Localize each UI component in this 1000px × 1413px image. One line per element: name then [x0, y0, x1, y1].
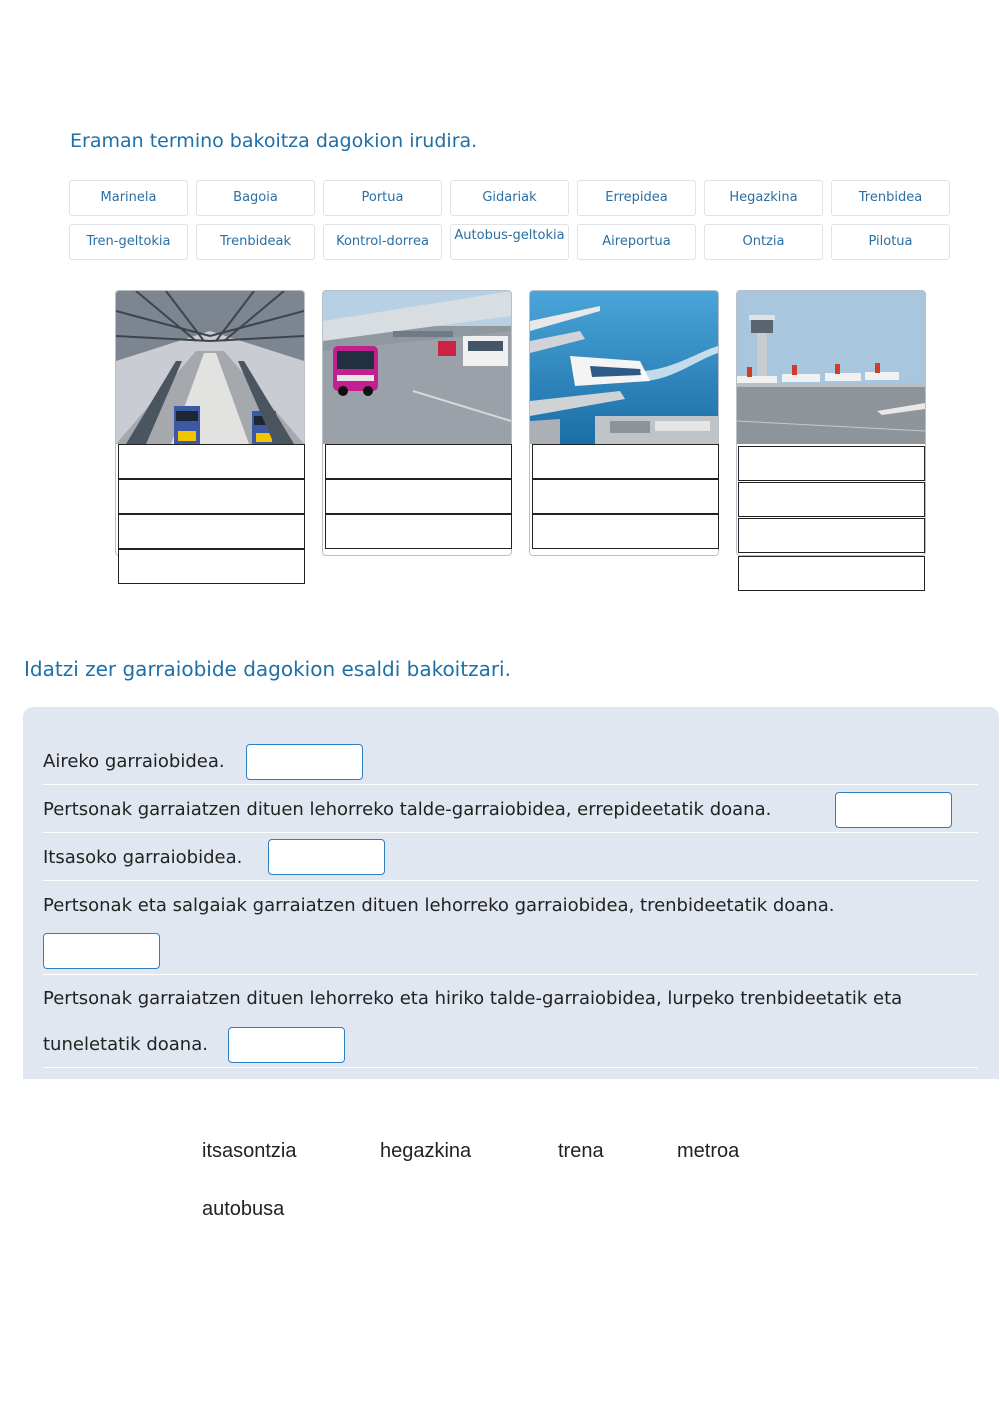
term-portua[interactable]: Portua	[323, 180, 442, 216]
answer-input-1[interactable]	[246, 744, 363, 780]
term-tren-geltokia[interactable]: Tren-geltokia	[69, 224, 188, 260]
image-card-train-station	[115, 290, 305, 556]
sentence-3: Itsasoko garraiobidea.	[43, 847, 243, 868]
word-bank-item: autobusa	[202, 1198, 285, 1220]
term-hegazkina[interactable]: Hegazkina	[704, 180, 823, 216]
drop-slot[interactable]	[738, 446, 925, 481]
drop-slot[interactable]	[325, 479, 512, 514]
term-gidariak[interactable]: Gidariak	[450, 180, 569, 216]
drop-slot[interactable]	[738, 518, 925, 553]
term-bagoia[interactable]: Bagoia	[196, 180, 315, 216]
drop-slot[interactable]	[118, 549, 305, 584]
sentence-4: Pertsonak eta salgaiak garraiatzen dituen lehorreko garraiobidea, trenbideetatik doana.	[43, 895, 835, 916]
answer-input-4[interactable]	[43, 933, 160, 969]
term-trenbidea[interactable]: Trenbidea	[831, 180, 950, 216]
exercise2-title: Idatzi zer garraiobide dagokion esaldi bakoitzari.	[24, 657, 511, 681]
sentence-5: Pertsonak garraiatzen dituen lehorreko eta hiriko talde-garraiobidea, lurpeko trenbideetatik eta	[43, 988, 903, 1009]
drop-slot[interactable]	[118, 444, 305, 479]
bus-station-photo	[323, 291, 511, 444]
sentence-1: Aireko garraiobidea.	[43, 751, 225, 772]
seaport-photo	[530, 291, 718, 444]
drop-slot[interactable]	[532, 514, 719, 549]
divider	[43, 1067, 978, 1068]
term-kontrol-dorrea[interactable]: Kontrol-dorrea	[323, 224, 442, 260]
answer-input-2[interactable]	[835, 792, 952, 828]
term-ontzia[interactable]: Ontzia	[704, 224, 823, 260]
drop-slot[interactable]	[738, 556, 925, 591]
divider	[43, 974, 978, 975]
term-marinela[interactable]: Marinela	[69, 180, 188, 216]
drop-slot[interactable]	[325, 514, 512, 549]
answer-input-3[interactable]	[268, 839, 385, 875]
sentence-5-continued: tuneletatik doana.	[43, 1034, 208, 1055]
drop-slot[interactable]	[118, 479, 305, 514]
image-card-airport	[736, 290, 926, 556]
word-bank-item: itsasontzia	[202, 1140, 297, 1162]
drop-slot[interactable]	[118, 514, 305, 549]
term-trenbideak[interactable]: Trenbideak	[196, 224, 315, 260]
term-pilotua[interactable]: Pilotua	[831, 224, 950, 260]
drop-slot[interactable]	[532, 444, 719, 479]
airport-photo	[737, 291, 925, 444]
drop-slot[interactable]	[532, 479, 719, 514]
drop-slot[interactable]	[325, 444, 512, 479]
term-errepidea[interactable]: Errepidea	[577, 180, 696, 216]
sentences-panel	[23, 707, 999, 1079]
train-station-photo	[116, 291, 304, 444]
term-autobus-geltokia[interactable]: Autobus-geltokia	[450, 224, 569, 260]
exercise1-title: Eraman termino bakoitza dagokion irudira.	[70, 130, 478, 152]
divider	[43, 880, 978, 881]
term-aireportua[interactable]: Aireportua	[577, 224, 696, 260]
image-card-bus-station	[322, 290, 512, 556]
answer-input-5[interactable]	[228, 1027, 345, 1063]
drop-slot[interactable]	[738, 482, 925, 517]
word-bank-item: hegazkina	[380, 1140, 472, 1162]
image-card-seaport	[529, 290, 719, 556]
word-bank-item: metroa	[677, 1140, 740, 1162]
divider	[43, 784, 978, 785]
divider	[43, 832, 978, 833]
word-bank-item: trena	[558, 1140, 604, 1162]
sentence-2: Pertsonak garraiatzen dituen lehorreko talde-garraiobidea, errepideetatik doana.	[43, 799, 772, 820]
